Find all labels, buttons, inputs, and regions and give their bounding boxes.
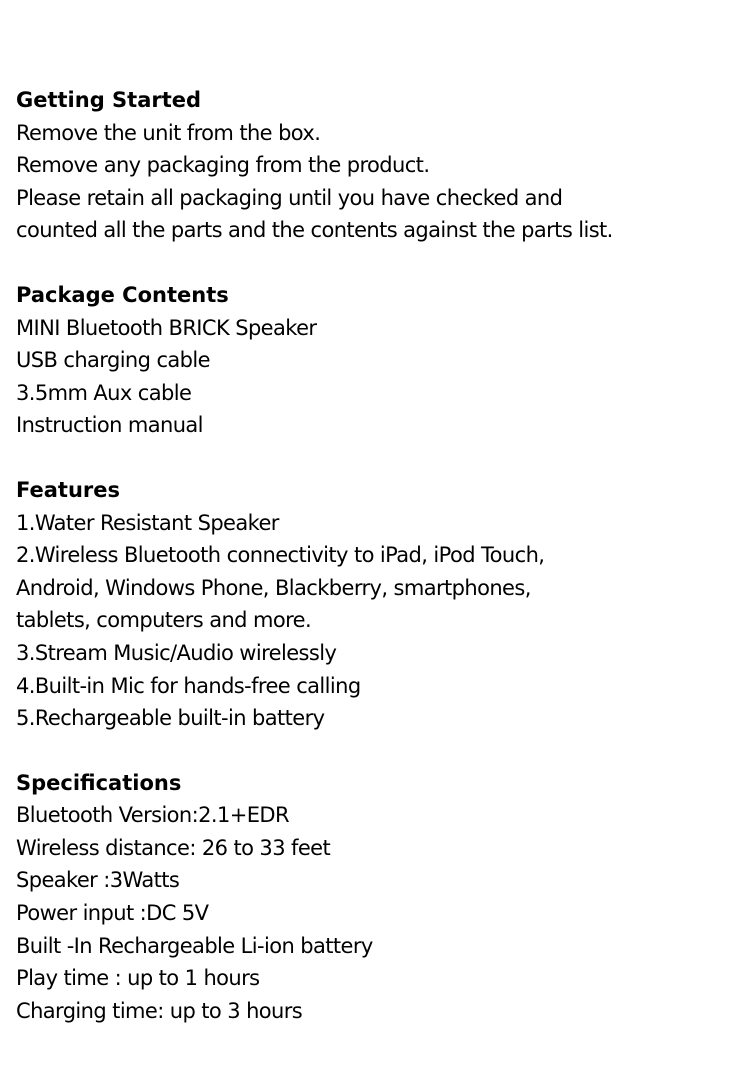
text-line: counted all the parts and the contents against the parts list. [16,218,613,243]
list-item: Android, Windows Phone, Blackberry, smartphones, [16,575,531,600]
list-item: tablets, computers and more. [16,608,312,633]
section-heading: Specifications [16,770,182,795]
list-item: 5.Rechargeable built-in battery [16,706,325,731]
list-item: 3.5mm Aux cable [16,380,192,405]
text-line: Please retain all packaging until you have checked and [16,185,563,210]
spec-item: Wireless distance: 26 to 33 feet [16,835,331,860]
spec-item: Charging time: up to 3 hours [16,998,303,1023]
spec-item: Speaker :3Watts [16,868,180,893]
list-item: 2.Wireless Bluetooth connectivity to iPad, iPod Touch, [16,543,545,568]
text-line: Remove the unit from the box. [16,120,321,145]
section-heading: Getting Started [16,88,202,112]
section-getting-started [16,84,726,247]
list-item: 1.Water Resistant Speaker [16,510,279,535]
spec-item: Play time : up to 1 hours [16,966,260,991]
section-specifications [16,767,726,1028]
spec-item: Built -In Rechargeable Li-ion battery [16,933,373,958]
section-package-contents [16,279,726,442]
spec-item: Bluetooth Version:2.1+EDR [16,803,289,828]
section-features [16,474,726,735]
list-item: USB charging cable [16,348,210,373]
section-heading: Features [16,477,120,502]
spec-item: Power input :DC 5V [16,901,209,926]
list-item: 3.Stream Music/Audio wirelessly [16,640,337,665]
section-heading: Package Contents [16,282,229,307]
list-item: 4.Built-in Mic for hands-free calling [16,673,361,698]
text-line: Remove any packaging from the product. [16,153,430,178]
list-item: Instruction manual [16,413,203,438]
manual-page [16,84,726,1059]
list-item: MINI Bluetooth BRICK Speaker [16,315,317,340]
